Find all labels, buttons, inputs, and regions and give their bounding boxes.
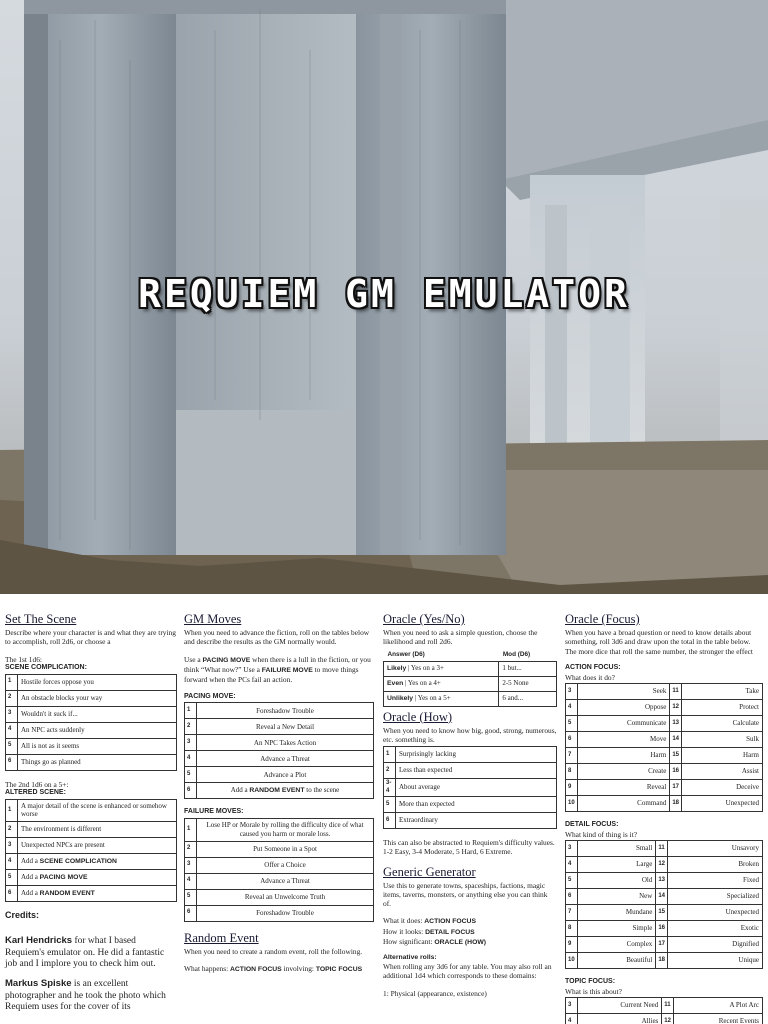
table-row (384, 779, 557, 797)
focus-word: New (578, 888, 656, 904)
table-row (566, 920, 763, 936)
focus-word: Seek (578, 683, 670, 699)
row-text: Foreshadow Trouble (197, 703, 374, 719)
focus-word: Old (578, 872, 656, 888)
credit-karl-text: for what I based Requiem's emulator on. He did a fantastic job and I implore you to check him out. (5, 936, 165, 970)
topic-focus-question: What is this about? (565, 986, 622, 996)
oracle-yes-no-heading: Oracle (Yes/No) (383, 612, 465, 626)
scene-complication-label: SCENE COMPLICATION: (5, 663, 87, 671)
table-row (6, 722, 177, 738)
table-row (185, 857, 374, 873)
table-row (566, 840, 763, 856)
detail-focus-table (565, 840, 763, 969)
row-text: Add a PACING MOVE (18, 870, 177, 886)
action-focus-question: What does it do? (565, 672, 615, 682)
row-text: Add a RANDOM EVENT (18, 886, 177, 902)
roll-value: 13 (656, 872, 668, 888)
row-number: 1 (6, 674, 18, 690)
row-number: 3 (6, 706, 18, 722)
mod-cell: 1 but... (499, 661, 557, 676)
gm-moves-intro: When you need to advance the fiction, roll on the tables below and describe the results as the GM normally would. (184, 628, 370, 647)
row-text: Less than expected (396, 763, 557, 779)
table-row (384, 797, 557, 813)
table-row (6, 706, 177, 722)
focus-word: Command (578, 795, 670, 811)
table-row (384, 813, 557, 829)
focus-word: Simple (578, 920, 656, 936)
roll-value: 6 (566, 731, 578, 747)
table-row (185, 735, 374, 751)
row-number: 1 (185, 703, 197, 719)
detail-focus-question: What kind of thing is it? (565, 829, 638, 839)
table-row (185, 751, 374, 767)
focus-word: Unique (668, 952, 763, 968)
roll-value: 4 (566, 1013, 578, 1024)
focus-word: Deceive (682, 779, 763, 795)
row-number: 3 (185, 735, 197, 751)
credit-markus (5, 978, 177, 1013)
credit-markus-name: Markus Spiske (5, 978, 72, 990)
gm-moves-heading: GM Moves (184, 612, 242, 626)
row-text: Hostile forces oppose you (18, 674, 177, 690)
table-row (6, 886, 177, 902)
table-row (6, 754, 177, 770)
credits-heading: Credits: (5, 910, 40, 920)
cover-title: REQUIEM GM EMULATOR (138, 272, 630, 316)
row-text: All is not as it seems (18, 738, 177, 754)
row-number: 2 (6, 690, 18, 706)
generic-generator-heading: Generic Generator (383, 864, 476, 879)
roll-value: 4 (566, 856, 578, 872)
row-text: Advance a Threat (197, 873, 374, 889)
oracle-yes-no-table (383, 649, 557, 707)
focus-word: Large (578, 856, 656, 872)
oracle-focus-heading: Oracle (Focus) (565, 612, 640, 626)
pacing-usage-text: Use a PACING MOVE when there is a lull in the fiction, or you think “What now?” Use a FAILURE MOVE to move things forward when the PCs fail an action. (184, 654, 371, 685)
roll-value: 11 (656, 840, 668, 856)
row-text: Foreshadow Trouble (197, 905, 374, 921)
focus-word: A Plot Arc (674, 997, 763, 1013)
table-row (185, 905, 374, 921)
roll-value: 12 (656, 856, 668, 872)
random-event-formula: What happens: ACTION FOCUS involving: TOPIC FOCUS (184, 963, 363, 973)
generator-what: What it does: ACTION FOCUS (383, 916, 476, 926)
oracle-how-heading: Oracle (How) (383, 709, 453, 724)
row-text: Lose HP or Morale by rolling the difficulty dice of what caused you harm or morale loss. (197, 819, 374, 842)
row-text: Unexpected NPCs are present (18, 838, 177, 854)
focus-word: Move (578, 731, 670, 747)
likelihood-cell: Even | Yes on a 4+ (384, 676, 499, 691)
focus-word: Recent Events (674, 1013, 763, 1024)
focus-word: Broken (668, 856, 763, 872)
alternative-rolls-text: When rolling any 3d6 for any table. You may also roll an additional 1d4 which corresponds to these domains: (383, 962, 552, 981)
row-text: Things go as planned (18, 754, 177, 770)
roll-value: 3 (566, 997, 578, 1013)
row-number: 5 (6, 870, 18, 886)
table-row (6, 738, 177, 754)
roll-value: 12 (670, 699, 682, 715)
table-row (185, 767, 374, 783)
focus-word: Allies (578, 1013, 662, 1024)
focus-word: Unsavory (668, 840, 763, 856)
table-row (185, 783, 374, 799)
row-text: Surprisingly lacking (396, 747, 557, 763)
column-oracles (383, 612, 557, 998)
focus-word: Create (578, 763, 670, 779)
row-number: 3 (6, 838, 18, 854)
table-row (384, 676, 557, 691)
row-text: Offer a Choice (197, 857, 374, 873)
row-text: Advance a Threat (197, 751, 374, 767)
focus-word: Communicate (578, 715, 670, 731)
roll-value: 10 (566, 795, 578, 811)
row-number: 2 (185, 719, 197, 735)
oracle-how-note: This can also be abstracted to Requiem's difficulty values. 1-2 Easy, 3-4 Moderate, 5 Hard, 6 Extreme. (383, 838, 555, 857)
roll-value: 5 (566, 872, 578, 888)
row-text: A major detail of the scene is enhanced or somehow worse (18, 799, 177, 822)
roll-value: 9 (566, 779, 578, 795)
row-text: The environment is different (18, 822, 177, 838)
row-number: 6 (6, 754, 18, 770)
roll-value: 4 (566, 699, 578, 715)
row-number: 1 (185, 819, 197, 842)
answer-column-header: Answer (D6) (387, 650, 425, 658)
table-row (566, 1013, 763, 1024)
table-row (384, 691, 557, 706)
table-row (6, 674, 177, 690)
action-focus-label: ACTION FOCUS: (565, 663, 621, 671)
row-number: 1 (6, 799, 18, 822)
focus-word: Unexpected (682, 795, 763, 811)
table-row (185, 719, 374, 735)
pacing-move-label: PACING MOVE: (184, 692, 236, 700)
roll-value: 16 (670, 763, 682, 779)
focus-word: Beautiful (578, 952, 656, 968)
roll-value: 3 (566, 683, 578, 699)
row-number: 4 (6, 722, 18, 738)
table-row (566, 763, 763, 779)
row-text: An NPC Takes Action (197, 735, 374, 751)
roll-value: 14 (656, 888, 668, 904)
column-oracle-focus (565, 612, 763, 1024)
focus-word: Calculate (682, 715, 763, 731)
focus-word: Mundane (578, 904, 656, 920)
row-text: An obstacle blocks your way (18, 690, 177, 706)
table-row (566, 872, 763, 888)
roll-value: 11 (670, 683, 682, 699)
set-the-scene-heading: Set The Scene (5, 612, 77, 626)
row-number: 6 (6, 886, 18, 902)
column-gm-moves (184, 612, 374, 976)
roll-value: 16 (656, 920, 668, 936)
mod-cell: 6 and... (499, 691, 557, 706)
table-row (566, 731, 763, 747)
roll-value: 7 (566, 747, 578, 763)
second-roll-note: The 2nd 1d6 on a 5+: (5, 779, 69, 789)
row-text: Add a SCENE COMPLICATION (18, 854, 177, 870)
oracle-yes-no-intro: When you need to ask a simple question, choose the likelihood and roll 2d6. (383, 628, 538, 647)
roll-value: 10 (566, 952, 578, 968)
table-row (185, 889, 374, 905)
mod-column-header: Mod (D6) (502, 650, 531, 658)
generator-looks: How it looks: DETAIL FOCUS (383, 926, 475, 936)
alternative-rolls-label: Alternative rolls: (383, 953, 437, 961)
failure-moves-label: FAILURE MOVES: (184, 808, 244, 816)
table-row (185, 703, 374, 719)
roll-value: 14 (670, 731, 682, 747)
column-set-the-scene (5, 612, 177, 1022)
roll-value: 8 (566, 763, 578, 779)
table-row (6, 799, 177, 822)
table-row (384, 747, 557, 763)
row-number: 5 (185, 767, 197, 783)
detail-focus-label: DETAIL FOCUS: (565, 820, 619, 828)
row-number: 4 (185, 751, 197, 767)
oracle-how-intro: When you need to know how big, good, strong, numerous, etc. something is. (383, 725, 557, 744)
roll-value: 5 (566, 715, 578, 731)
failure-moves-table (184, 818, 374, 922)
likelihood-cell: Unlikely | Yes on a 5+ (384, 691, 499, 706)
likelihood-cell: Likely | Yes on a 3+ (384, 661, 499, 676)
focus-word: Assist (682, 763, 763, 779)
table-row (566, 856, 763, 872)
altered-scene-label: ALTERED SCENE: (5, 788, 66, 796)
roll-value: 6 (566, 888, 578, 904)
mod-cell: 2-5 None (499, 676, 557, 691)
row-number: 4 (185, 873, 197, 889)
row-number: 4 (6, 854, 18, 870)
row-number: 1 (384, 747, 396, 763)
roll-value: 9 (566, 936, 578, 952)
roll-value: 12 (662, 1013, 674, 1024)
roll-value: 7 (566, 904, 578, 920)
focus-word: Harm (578, 747, 670, 763)
table-row (566, 683, 763, 699)
row-text: Add a RANDOM EVENT to the scene (197, 783, 374, 799)
topic-focus-label: TOPIC FOCUS: (565, 977, 616, 985)
table-row (566, 699, 763, 715)
credit-karl-name: Karl Hendricks (5, 935, 73, 947)
table-row (566, 952, 763, 968)
oracle-how-table (383, 746, 557, 829)
focus-word: Fixed (668, 872, 763, 888)
row-number: 2 (185, 841, 197, 857)
focus-word: Sulk (682, 731, 763, 747)
focus-word: Take (682, 683, 763, 699)
action-focus-table (565, 683, 763, 812)
table-row (185, 819, 374, 842)
generic-generator-intro: Use this to generate towns, spaceships, factions, magic items, taverns, monsters, or anything else you can think of. (383, 880, 548, 908)
row-text: About average (396, 779, 557, 797)
table-row (185, 841, 374, 857)
pacing-move-table (184, 702, 374, 799)
roll-value: 18 (656, 952, 668, 968)
row-number: 6 (384, 813, 396, 829)
row-text: Reveal an Unwelcome Truth (197, 889, 374, 905)
table-row (6, 690, 177, 706)
focus-word: Unexpected (668, 904, 763, 920)
row-text: Extraordinary (396, 813, 557, 829)
roll-value: 8 (566, 920, 578, 936)
likelihood-label: Likely (387, 664, 407, 672)
row-text: More than expected (396, 797, 557, 813)
credit-markus-text: is an excellent photographer and he took the photo which Requiem uses for the cover of its (5, 979, 166, 1013)
focus-word: Exotic (668, 920, 763, 936)
row-text: Put Someone in a Spot (197, 841, 374, 857)
roll-value: 11 (662, 997, 674, 1013)
table-row (566, 936, 763, 952)
table-row (384, 661, 557, 676)
row-number: 3-4 (384, 779, 396, 797)
set-the-scene-intro: Describe where your character is and what they are trying to accomplish, roll 2d6, or choose a (5, 628, 176, 647)
table-row (185, 873, 374, 889)
table-row (6, 870, 177, 886)
row-number: 2 (384, 763, 396, 779)
focus-word: Small (578, 840, 656, 856)
table-row (566, 779, 763, 795)
oracle-focus-intro: When you have a broad question or need to know details about something, roll 3d6 and draw upon the total in the table below. The more dice that roll the same number, the stronger the effect (565, 628, 753, 656)
row-text: Advance a Plot (197, 767, 374, 783)
row-number: 6 (185, 905, 197, 921)
table-row (566, 904, 763, 920)
likelihood-label: Even (387, 679, 404, 687)
focus-word: Complex (578, 936, 656, 952)
row-number: 5 (6, 738, 18, 754)
focus-word: Oppose (578, 699, 670, 715)
focus-word: Protect (682, 699, 763, 715)
row-number: 2 (6, 822, 18, 838)
focus-word: Harm (682, 747, 763, 763)
focus-word: Current Need (578, 997, 662, 1013)
roll-value: 17 (656, 936, 668, 952)
table-row (6, 822, 177, 838)
likelihood-label: Unlikely (387, 694, 414, 702)
random-event-intro: When you need to create a random event, roll the following. (184, 946, 363, 956)
roll-value: 15 (656, 904, 668, 920)
row-text: Wouldn't it suck if... (18, 706, 177, 722)
roll-value: 17 (670, 779, 682, 795)
focus-word: Specialized (668, 888, 763, 904)
roll-value: 13 (670, 715, 682, 731)
focus-word: Dignified (668, 936, 763, 952)
table-row (6, 854, 177, 870)
row-number: 3 (185, 857, 197, 873)
row-number: 6 (185, 783, 197, 799)
generator-significance: How significant: ORACLE (HOW) (383, 937, 487, 947)
table-row (384, 763, 557, 779)
table-row (566, 888, 763, 904)
row-number: 5 (384, 797, 396, 813)
credit-karl (5, 935, 177, 970)
table-row (566, 997, 763, 1013)
roll-value: 3 (566, 840, 578, 856)
alternative-roll-item: 1: Physical (appearance, existence) (383, 988, 487, 998)
topic-focus-table (565, 997, 763, 1024)
random-event-heading: Random Event (184, 930, 259, 945)
altered-scene-table (5, 799, 177, 903)
table-row (566, 747, 763, 763)
table-row (566, 795, 763, 811)
row-number: 5 (185, 889, 197, 905)
row-text: Reveal a New Detail (197, 719, 374, 735)
table-row (6, 838, 177, 854)
table-row (566, 715, 763, 731)
roll-value: 15 (670, 747, 682, 763)
first-roll-note: The 1st 1d6: (5, 654, 42, 664)
row-text: An NPC acts suddenly (18, 722, 177, 738)
roll-value: 18 (670, 795, 682, 811)
scene-complication-table (5, 674, 177, 771)
focus-word: Reveal (578, 779, 670, 795)
